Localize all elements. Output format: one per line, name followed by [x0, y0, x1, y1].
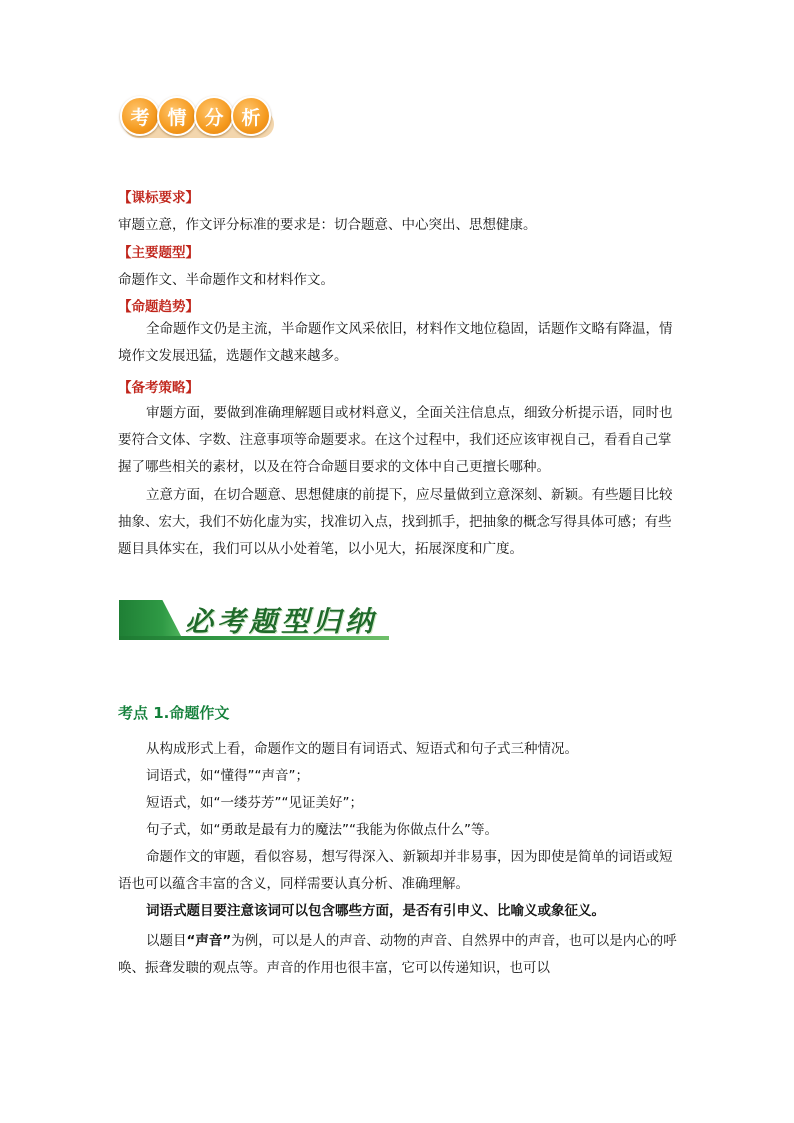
celue-paragraph-1: 审题方面，要做到准确理解题目或材料意义，全面关注信息点，细致分析提示语，同时也要符合文体、字数、注意事项等命题要求。在这个过程中，我们还应该审视自己，看看自己掌握了哪些相关的素材，以及在符合命题目要求的文体中自己更擅长哪种。 [118, 405, 673, 475]
p7-rest: 为例，可以是人的声音、动物的声音、自然界中的声音，也可以是内心的呼唤、振聋发聩的观点等。声音的作用也很丰富，它可以传递知识，也可以 [118, 933, 677, 976]
kaodian-paragraph-1: 从构成形式上看，命题作文的题目有词语式、短语式和句子式三种情况。 [146, 741, 578, 757]
kaodian-paragraph-4: 句子式，如“勇敢是最有力的魔法”“我能为你做点什么”等。 [146, 822, 498, 838]
badge-char: 考 [120, 96, 160, 136]
kaodian-title: 考点 1.命题作文 [118, 704, 230, 722]
p7-prefix: 以题目 [146, 933, 187, 949]
badge-char: 情 [157, 96, 197, 136]
kebiao-text: 审题立意，作文评分标准的要求是：切合题意、中心突出、思想健康。 [118, 217, 537, 233]
kebiao-heading: 【课标要求】 [118, 190, 199, 206]
kaodian-paragraph-3: 短语式，如“一缕芬芳”“见证美好”； [146, 795, 363, 811]
p7-bold-term: “声音” [186, 933, 232, 949]
section-banner [119, 598, 391, 644]
badge-char: 分 [194, 96, 234, 136]
celue-heading: 【备考策略】 [118, 380, 199, 396]
kaoqing-fenxi-badge [120, 94, 275, 140]
badge-char: 析 [231, 96, 271, 136]
banner-title: 必考题型归纳 [185, 605, 378, 638]
kaodian-paragraph-6: 词语式题目要注意该词可以包含哪些方面，是否有引申义、比喻义或象征义。 [146, 903, 605, 919]
kaodian-paragraph-7 [118, 928, 678, 982]
kaodian-paragraph-2: 词语式，如“懂得”“声音”； [146, 768, 309, 784]
zhuyao-heading: 【主要题型】 [118, 245, 199, 261]
banner-green-block [119, 600, 181, 636]
zhuyao-text: 命题作文、半命题作文和材料作文。 [118, 272, 334, 288]
kaodian-paragraph-5: 命题作文的审题，看似容易，想写得深入、新颖却并非易事，因为即使是简单的词语或短语也可以蕴含丰富的含义，同样需要认真分析、准确理解。 [118, 849, 673, 892]
celue-paragraph-2: 立意方面，在切合题意、思想健康的前提下，应尽量做到立意深刻、新颖。有些题目比较抽象、宏大，我们不妨化虚为实，找准切入点，找到抓手，把抽象的概念写得具体可感；有些题目具体实在，我们可以从小处着笔，以小见大，拓展深度和广度。 [118, 487, 673, 557]
qushi-text: 全命题作文仍是主流，半命题作文风采依旧，材料作文地位稳固，话题作文略有降温，情境作文发展迅猛，选题作文越来越多。 [118, 321, 673, 364]
qushi-heading: 【命题趋势】 [118, 299, 199, 315]
